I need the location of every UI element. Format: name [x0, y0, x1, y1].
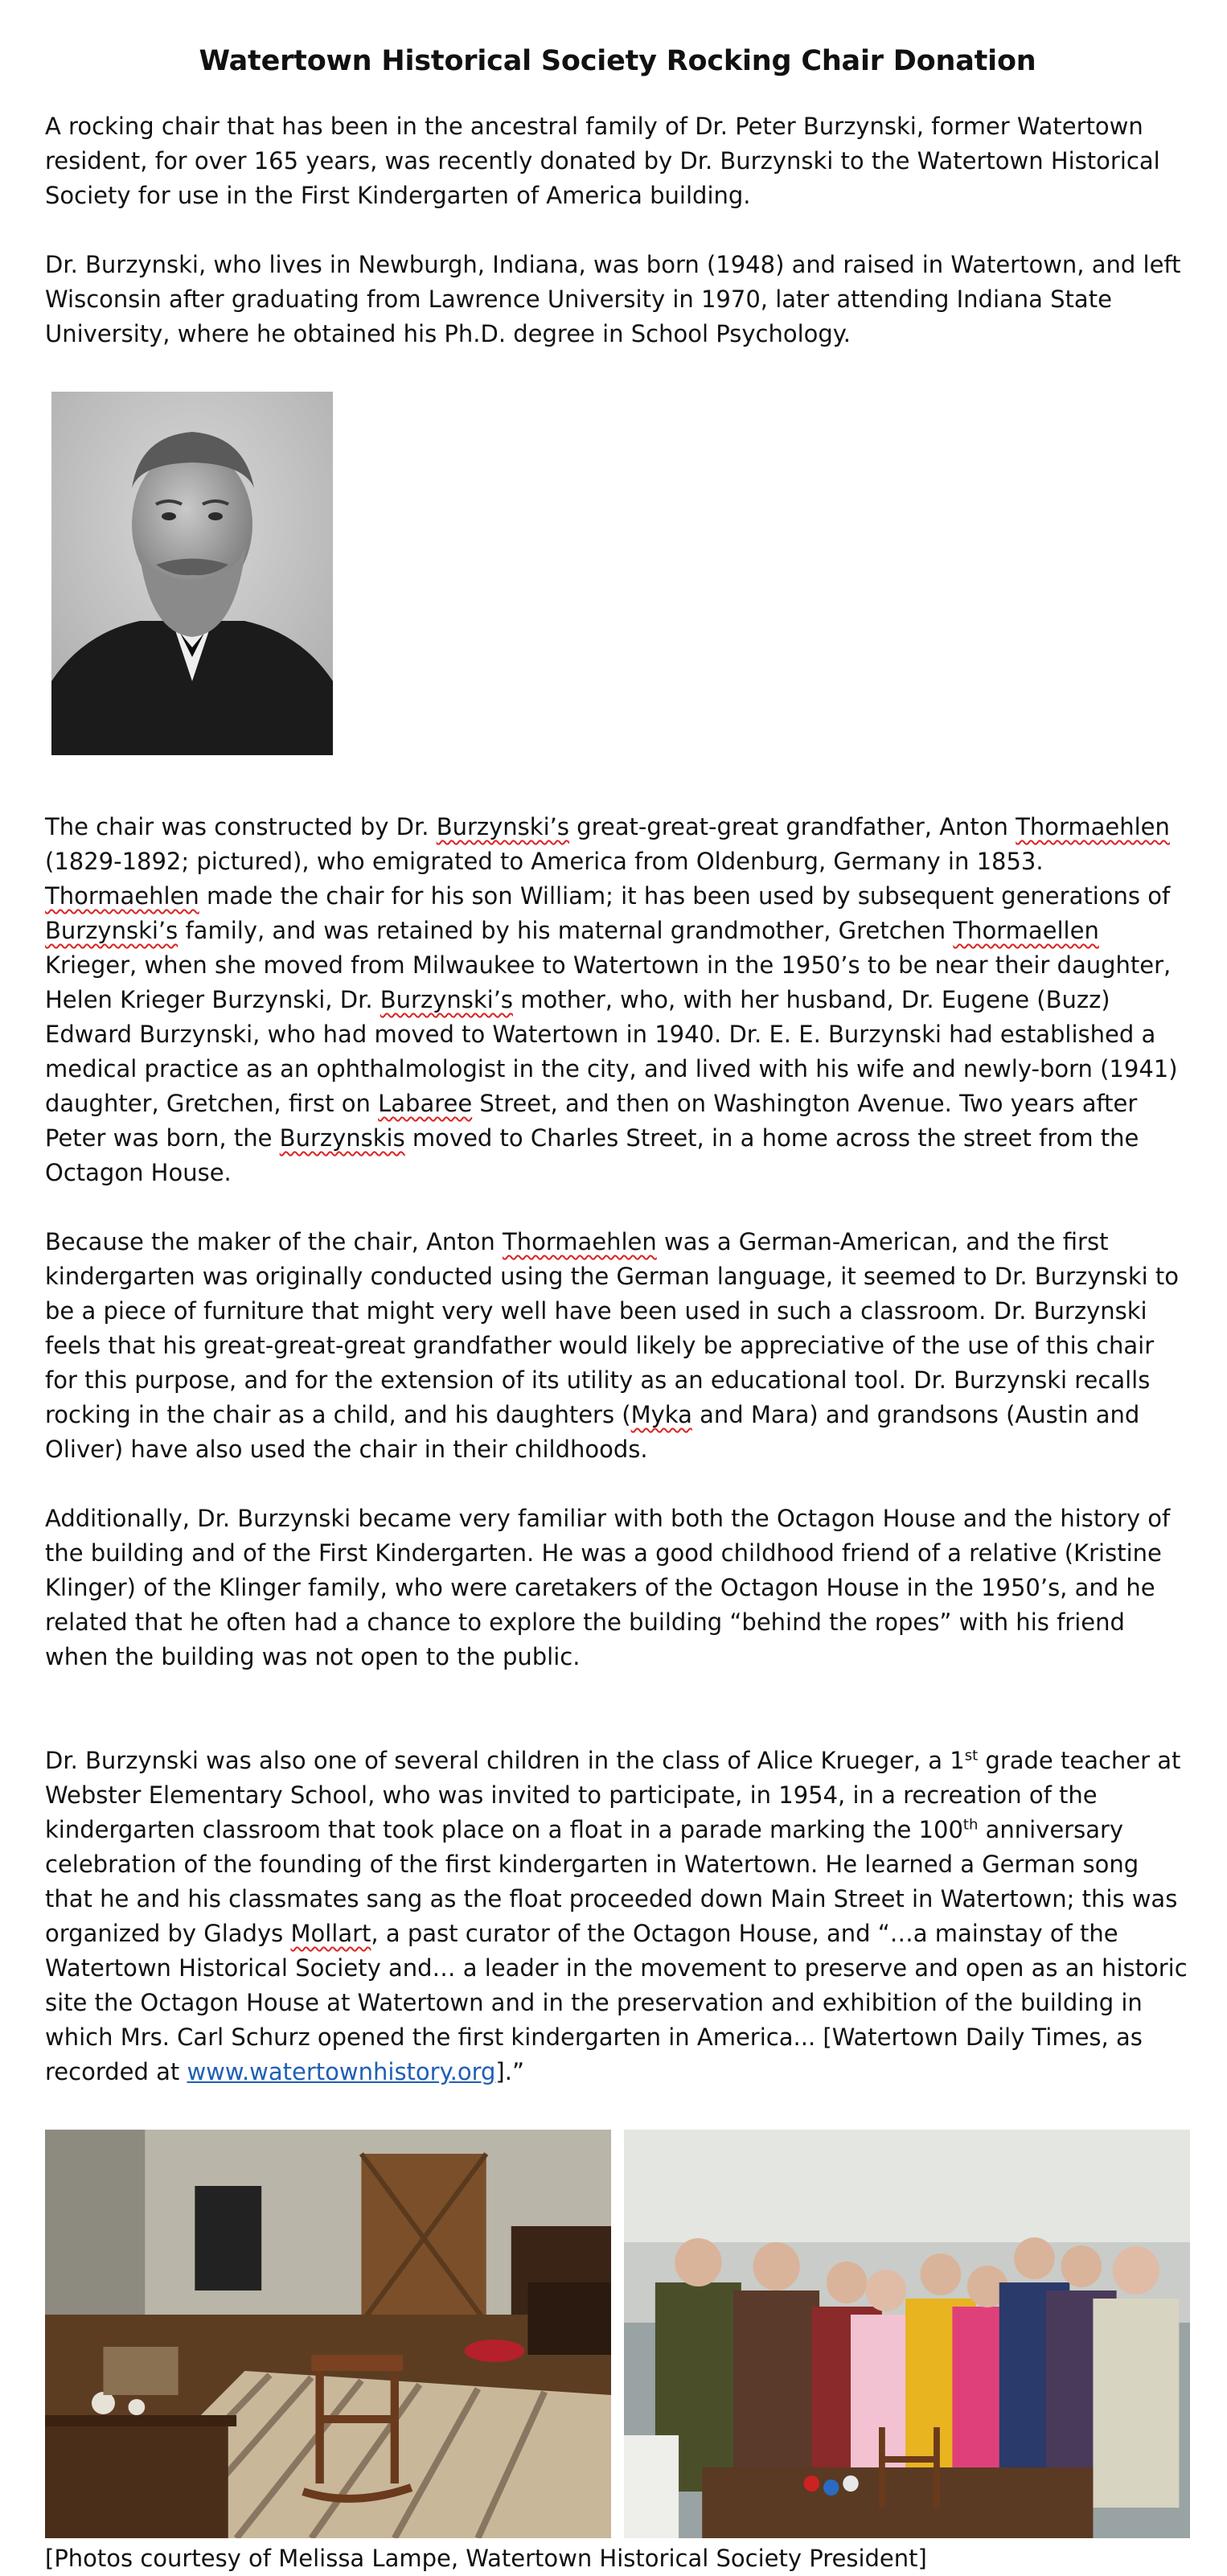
photo-caption: [Photos courtesy of Melissa Lampe, Watertown Historical Society President] — [45, 2545, 927, 2572]
watertownhistory-link[interactable]: www.watertownhistory.org — [187, 2058, 496, 2085]
paragraph-chair-history: The chair was constructed by Dr. Burzynski’s great-great-great grandfather, Anton Thormaehlen (1829-1892; pictured), who emigrated to America from Oldenburg, Germany in 1853. Thormaehlen made the chair for his son William; it has been used by subsequent generations of Burzynski’s family, and was retained by his maternal grandmother, Gretchen Thormaellen Krieger, when she moved from Milwaukee to Watertown in the 1950’s to be near their daughter, Helen Krieger Burzynski, Dr. Burzynski’s mother, who, with her husband, Dr. Eugene (Buzz) Edward Burzynski, who had moved to Watertown in 1940. Dr. E. E. Burzynski had established a medical practice as an ophthalmologist in the city, and lived with his wife and newly-born (1941) daughter, Gretchen, first on Labaree Street, and then on Washington Avenue. Two years after Peter was born, the Burzynskis moved to Charles Street, in a home across the street from the Octagon House. — [45, 813, 1178, 1186]
group-photo — [624, 2130, 1190, 2538]
classroom-photo — [45, 2130, 611, 2538]
paragraph-intro: A rocking chair that has been in the ancestral family of Dr. Peter Burzynski, former Watertown resident, for over 165 years, was recently donated by Dr. Burzynski to the Watertown Historical Society for use in the First Kindergarten of America building. — [45, 113, 1160, 209]
paragraph-background: Dr. Burzynski, who lives in Newburgh, Indiana, was born (1948) and raised in Watertown, and left Wisconsin after graduating from Lawrence University in 1970, later attending Indiana State University, where he obtained his Ph.D. degree in School Psychology. — [45, 251, 1181, 347]
document-page — [45, 45, 1190, 2576]
paragraph-kindergarten-use: Because the maker of the chair, Anton Thormaehlen was a German-American, and the first kindergarten was originally conducted using the German language, it seemed to Dr. Burzynski to be a piece of furniture that might very well have been used in such a classroom. Dr. Burzynski feels that his great-great-great grandfather would likely be appreciative of the use of this chair for this purpose, and for the extension of its utility as an educational tool. Dr. Burzynski recalls rocking in the chair as a child, and his daughters (Myka and Mara) and grandsons (Austin and Oliver) have also used the chair in their childhoods. — [45, 1228, 1180, 1463]
photo-row — [45, 2130, 1190, 2538]
paragraph-octagon-house: Additionally, Dr. Burzynski became very familiar with both the Octagon House and the history of the building and of the First Kindergarten. He was a good childhood friend of a relative (Kristine Klinger) of the Klinger family, who were caretakers of the Octagon House in the 1950’s, and he related that he often had a chance to explore the building “behind the ropes” with his friend when the building was not open to the public. — [45, 1505, 1171, 1670]
paragraph-parade: Dr. Burzynski was also one of several children in the class of Alice Krueger, a 1st grade teacher at Webster Elementary School, who was invited to participate, in 1954, in a recreation of the kindergarten classroom that took place on a float in a parade marking the 100th anniversary celebration of the founding of the first kindergarten in Watertown. He learned a German song that he and his classmates sang as the float proceeded down Main Street in Watertown; this was organized by Gladys Mollart, a past curator of the Octagon House, and “…a mainstay of the Watertown Historical Society and… a leader in the movement to preserve and open as an historic site the Octagon House at Watertown and in the preservation and exhibition of the building in which Mrs. Carl Schurz opened the first kindergarten in America... [Watertown Daily Times, as recorded at www.watertownhistory.org].” — [45, 1747, 1188, 2085]
portrait-photo — [51, 392, 333, 755]
page-title: Watertown Historical Society Rocking Chair Donation — [199, 45, 1036, 77]
